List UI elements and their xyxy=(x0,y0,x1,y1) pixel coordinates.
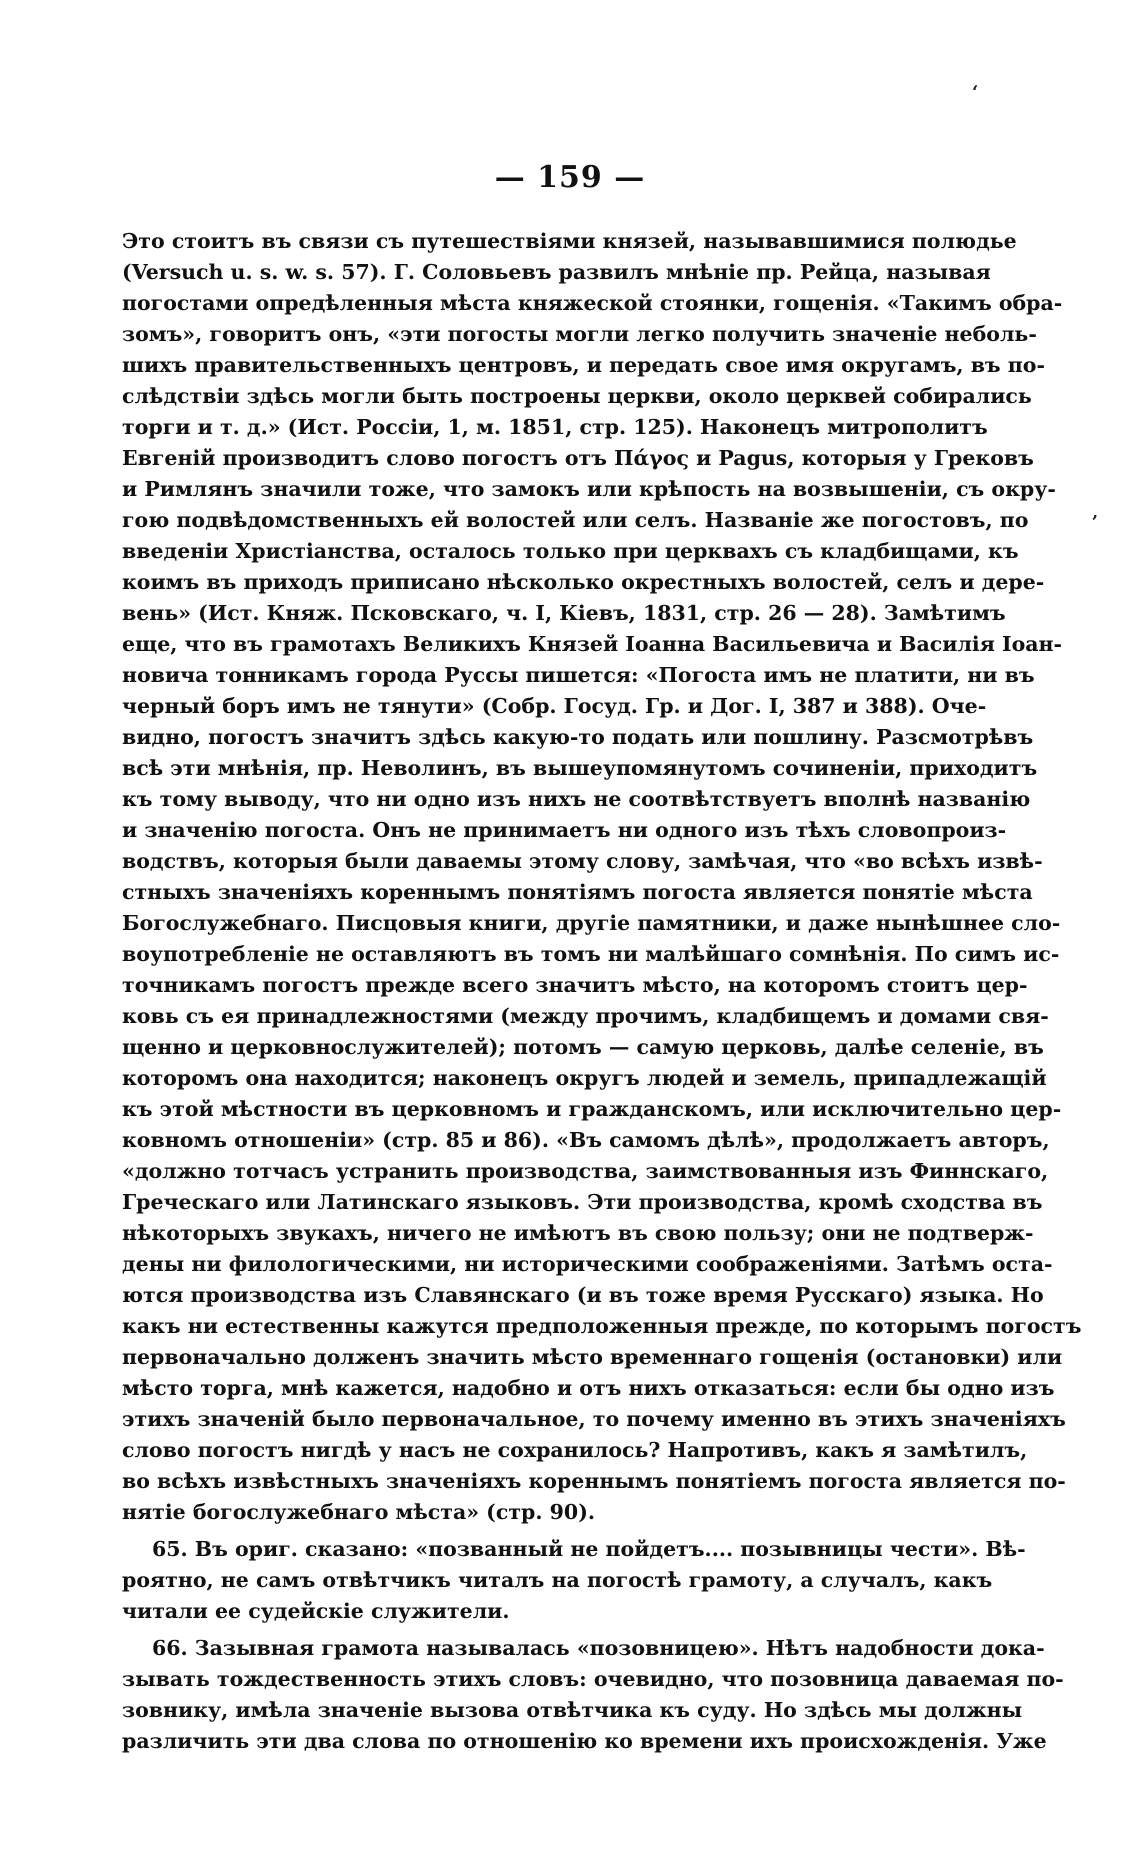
text-line: щенно и церковнослужителей); потомъ — самую церковь, далѣе селеніе, въ xyxy=(122,1035,1044,1059)
text-line: стныхъ значеніяхъ кореннымъ понятіямъ погоста является понятіе мѣста xyxy=(122,880,1033,904)
text-line: слѣдствіи здѣсь могли быть построены церкви, около церквей собирались xyxy=(122,384,1032,408)
text-line: зывать тождественность этихъ словъ: очевидно, что позовница даваемая по- xyxy=(122,1667,1064,1691)
text-line: дены ни филологическими, ни историческими соображеніями. Затѣмъ оста- xyxy=(122,1252,1053,1276)
text-line: еще, что въ грамотахъ Великихъ Князей Іоанна Васильевича и Василія Іоан- xyxy=(122,632,1063,656)
text-line: 66. Зазывная грамота называлась «позовницею». Нѣтъ надобности дока- xyxy=(152,1636,1045,1660)
text-line: Это стоитъ въ связи съ путешествіями князей, называвшимися полюдье xyxy=(122,229,1017,253)
text-line: этихъ значеній было первоначальное, то почему именно въ этихъ значеніяхъ xyxy=(122,1407,1066,1431)
page-number: — 159 — xyxy=(494,160,646,195)
text-line: мѣсто торга, мнѣ кажется, надобно и отъ нихъ отказаться: если бы одно изъ xyxy=(122,1376,1055,1400)
paragraph-note-65 xyxy=(122,1534,1026,1627)
text-line: Евгеній производитъ слово погостъ отъ Πάγος и Pagus, которыя у Грековъ xyxy=(122,446,1034,470)
text-line: торги и т. д.» (Ист. Россіи, 1, м. 1851, стр. 125). Наконецъ митрополитъ xyxy=(122,415,988,439)
paragraph-continuation xyxy=(122,226,1082,1528)
text-line: различить эти два слова по отношенію ко времени ихъ происхожденія. Уже xyxy=(122,1729,1047,1753)
text-line: видно, погостъ значитъ здѣсь какую-то подать или пошлину. Разсмотрѣвъ xyxy=(122,725,1034,749)
text-line: Богослужебнаго. Писцовыя книги, другіе памятники, и даже нынѣшнее сло- xyxy=(122,911,1061,935)
text-line: и Римлянъ значили тоже, что замокъ или крѣпость на возвышеніи, съ окру- xyxy=(122,477,1056,501)
text-line: во всѣхъ извѣстныхъ значеніяхъ кореннымъ понятіемъ погоста является по- xyxy=(122,1469,1066,1493)
text-line: всѣ эти мнѣнія, пр. Неволинъ, въ вышеупомянутомъ сочиненіи, приходитъ xyxy=(122,756,1038,780)
text-line: какъ ни естественны кажутся предположенныя прежде, по которымъ погостъ xyxy=(122,1314,1082,1338)
text-line: Греческаго или Латинскаго языковъ. Эти производства, кромѣ сходства въ xyxy=(122,1190,1043,1214)
text-line: ковь съ ея принадлежностями (между прочимъ, кладбищемъ и домами свя- xyxy=(122,1004,1049,1028)
text-line: водствъ, которыя были даваемы этому слову, замѣчая, что «во всѣхъ извѣ- xyxy=(122,849,1043,873)
page-body-text xyxy=(122,226,1082,1757)
text-line: нятіе богослужебнаго мѣста» (стр. 90). xyxy=(122,1500,596,1524)
text-line: нѣкоторыхъ звукахъ, ничего не имѣютъ въ свою пользу; они не подтверж- xyxy=(122,1221,1034,1245)
text-line: черный боръ имъ не тянути» (Собр. Госуд. Гр. и Дог. I, 387 и 388). Оче- xyxy=(122,694,987,718)
text-line: зомъ», говоритъ онъ, «эти погосты могли легко получить значеніе неболь- xyxy=(122,322,1037,346)
text-line: первоначально долженъ значить мѣсто временнаго гощенія (остановки) или xyxy=(122,1345,1063,1369)
text-line: ковномъ отношеніи» (стр. 85 и 86). «Въ самомъ дѣлѣ», продолжаетъ авторъ, xyxy=(122,1128,1050,1152)
text-line: ются производства изъ Славянскаго (и въ тоже время Русскаго) языка. Но xyxy=(122,1283,1044,1307)
margin-mark-side: ‚ xyxy=(1092,502,1099,523)
text-line: шихъ правительственныхъ центровъ, и передать свое имя округамъ, въ по- xyxy=(122,353,1045,377)
text-line: введеніи Христіанства, осталось только при церквахъ съ кладбищами, къ xyxy=(122,539,1019,563)
text-line: слово погостъ нигдѣ у насъ не сохранилось? Напротивъ, какъ я замѣтилъ, xyxy=(122,1438,1028,1462)
text-line: которомъ она находится; наконецъ округъ людей и земель, припадлежащій xyxy=(122,1066,1047,1090)
text-line: гою подвѣдомственныхъ ей волостей или селъ. Названіе же погостовъ, по xyxy=(122,508,1029,532)
text-line: погостами опредѣленныя мѣста княжеской стоянки, гощенія. «Такимъ обра- xyxy=(122,291,1063,315)
text-line: и значенію погоста. Онъ не принимаетъ ни одного изъ тѣхъ словопроиз- xyxy=(122,818,1007,842)
text-line: читали ее судейскіе служители. xyxy=(122,1599,510,1623)
text-line: къ тому выводу, что ни одно изъ нихъ не соотвѣтствуетъ вполнѣ названію xyxy=(122,787,1031,811)
text-line: роятно, не самъ отвѣтчикъ читалъ на погостѣ грамоту, а случалъ, какъ xyxy=(122,1568,993,1592)
margin-mark-top: ‘ xyxy=(972,82,979,103)
paragraph-note-66 xyxy=(122,1633,1064,1757)
text-line: (Versuch u. s. w. s. 57). Г. Соловьевъ развилъ мнѣніе пр. Рейца, называя xyxy=(122,260,991,284)
text-line: «должно тотчасъ устранить производства, заимствованныя изъ Финнскаго, xyxy=(122,1159,1049,1183)
text-line: новича тонникамъ города Руссы пишется: «Погоста имъ не платити, ни въ xyxy=(122,663,1035,687)
text-line: точникамъ погостъ прежде всего значитъ мѣсто, на которомъ стоитъ цер- xyxy=(122,973,1028,997)
text-line: коимъ въ приходъ приписано нѣсколько окрестныхъ волостей, селъ и дере- xyxy=(122,570,1045,594)
text-line: вень» (Ист. Княж. Псковскаго, ч. I, Кіевъ, 1831, стр. 26 — 28). Замѣтимъ xyxy=(122,601,1006,625)
text-line: 65. Въ ориг. сказано: «позванный не пойдетъ.... позывницы чести». Вѣ- xyxy=(152,1537,1026,1561)
text-line: къ этой мѣстности въ церковномъ и гражданскомъ, или исключительно цер- xyxy=(122,1097,1062,1121)
text-line: зовнику, имѣла значеніе вызова отвѣтчика къ суду. Но здѣсь мы должны xyxy=(122,1698,1023,1722)
text-line: воупотребленіе не оставляютъ въ томъ ни малѣйшаго сомнѣнія. По симъ ис- xyxy=(122,942,1060,966)
